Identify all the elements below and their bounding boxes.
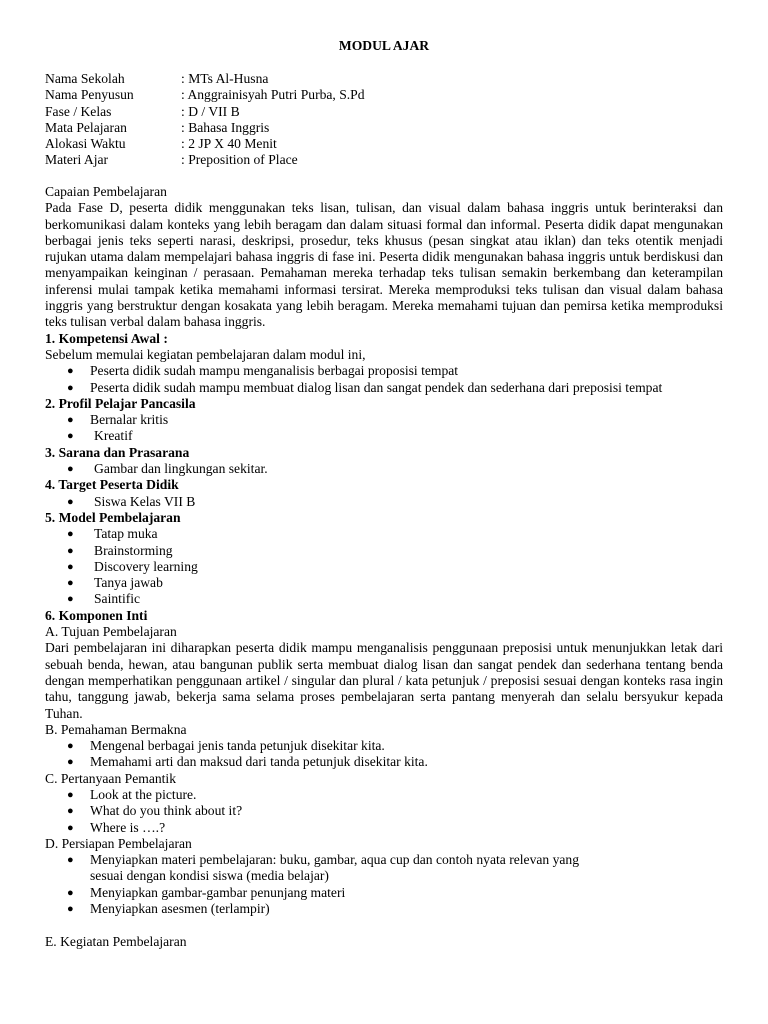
list-item-text: Peserta didik sudah mampu menganalisis berbagai proposisi tempat: [90, 363, 459, 379]
identity-value: : Bahasa Inggris: [181, 120, 269, 136]
list-item: [45, 494, 723, 510]
list-item: [45, 526, 723, 542]
list-item: [45, 901, 723, 917]
identity-label: Alokasi Waktu: [45, 136, 126, 152]
komponen-heading: 6. Komponen Inti: [45, 607, 148, 623]
list-item: [45, 428, 723, 444]
list-item: [45, 575, 723, 591]
bullet-icon: ●: [67, 365, 74, 378]
list-item-text: Menyiapkan materi pembelajaran: buku, gambar, aqua cup dan contoh nyata relevan yang: [90, 852, 580, 868]
list-item-text: Peserta didik sudah mampu membuat dialog lisan dan sangat pendek dan sederhana dari preposisi tempat: [90, 379, 663, 395]
bullet-icon: ●: [67, 430, 74, 443]
profil-list: [45, 412, 723, 445]
bullet-icon: ●: [67, 593, 74, 606]
list-item: [45, 412, 723, 428]
identity-row: [45, 71, 365, 87]
identity-row: [45, 87, 365, 103]
bullet-icon: ●: [67, 886, 74, 899]
list-item: [45, 787, 723, 803]
list-item-text: Discovery learning: [94, 558, 198, 574]
identity-label: Fase / Kelas: [45, 103, 112, 119]
list-item: [45, 852, 723, 885]
identity-label: Materi Ajar: [45, 152, 109, 168]
bullet-icon: ●: [67, 788, 74, 801]
bullet-icon: ●: [67, 495, 74, 508]
kompetensi-intro: Sebelum memulai kegiatan pembelajaran dalam modul ini,: [45, 346, 366, 362]
bullet-icon: ●: [67, 821, 74, 834]
list-item-text: Gambar dan lingkungan sekitar.: [94, 461, 268, 477]
document-title: MODUL AJAR: [338, 38, 430, 53]
identity-value: : D / VII B: [181, 104, 240, 120]
list-item-text: Kreatif: [94, 428, 133, 444]
bullet-icon: ●: [67, 560, 74, 573]
model-heading: 5. Model Pembelajaran: [45, 509, 181, 525]
identity-row: [45, 120, 365, 136]
pertanyaan-heading: C. Pertanyaan Pemantik: [45, 770, 176, 786]
target-list: [45, 494, 723, 510]
persiapan-list: [45, 852, 723, 917]
list-item-text: Siswa Kelas VII B: [94, 493, 196, 509]
identity-value: : MTs Al-Husna: [181, 71, 268, 87]
pertanyaan-list: [45, 787, 723, 836]
bullet-icon: ●: [67, 544, 74, 557]
list-item-text: Menyiapkan gambar-gambar penunjang materi: [90, 884, 346, 900]
list-item: [45, 543, 723, 559]
list-item: [45, 885, 723, 901]
identity-value: : Preposition of Place: [181, 152, 298, 168]
identity-row: [45, 152, 365, 168]
list-item-text: What do you think about it?: [90, 803, 243, 819]
identity-label: Nama Sekolah: [45, 71, 125, 86]
document-body: [45, 184, 723, 950]
list-item-text: Brainstorming: [94, 542, 173, 558]
bullet-icon: ●: [67, 740, 74, 753]
pemahaman-list: [45, 738, 723, 771]
identity-value: : 2 JP X 40 Menit: [181, 136, 277, 152]
list-item: [45, 591, 723, 607]
list-item: [45, 738, 723, 754]
list-item: [45, 363, 723, 379]
list-item-text: Saintific: [94, 591, 141, 607]
list-item-text: Mengenal berbagai jenis tanda petunjuk disekitar kita.: [90, 738, 385, 754]
bullet-icon: ●: [67, 756, 74, 769]
kegiatan-heading: E. Kegiatan Pembelajaran: [45, 933, 187, 949]
bullet-icon: ●: [67, 854, 74, 867]
bullet-icon: ●: [67, 381, 74, 394]
list-item: [45, 380, 723, 396]
capaian-text: Pada Fase D, peserta didik menggunakan teks lisan, tulisan, dan visual dalam bahasa inggris untuk berinteraksi dan berkomunikasi dalam konteks yang lebih beragam dan dalam situasi formal dan informal. Peserta didik dapat mengunakan berbagai jenis teks seperti narasi, deskripsi, prosedur, teks khusus (pesan singkat atau iklan) dan teks otentik menjadi rujukan utama dalam mempelajari bahasa inggris di fase ini. Peserta didik mengunakan bahasa inggris untuk berdiskusi dan menyampaikan keinginan / perasaan. Pemahaman mereka terhadap teks tulisan semakin berkembang dan keterampilan inferensi mulai tampak ketika memahami informasi tersirat. Mereka memproduksi teks tulisan dan visual dalam bahasa inggris yang berstruktur dengan kosakata yang lebih beragam. Mereka memahami tujuan dan pemirsa ketika memproduksi teks tulisan verbal dalam bahasa inggris.: [45, 200, 723, 330]
kompetensi-list: [45, 363, 723, 396]
list-item-text: Bernalar kritis: [90, 412, 169, 428]
identity-row: [45, 136, 365, 152]
list-item: [45, 461, 723, 477]
sarana-heading: 3. Sarana dan Prasarana: [45, 444, 190, 460]
list-item-text: Where is ….?: [90, 819, 166, 835]
profil-heading: 2. Profil Pelajar Pancasila: [45, 395, 196, 411]
model-list: [45, 526, 723, 607]
target-heading: 4. Target Peserta Didik: [45, 477, 179, 493]
bullet-icon: ●: [67, 903, 74, 916]
blank-line: [45, 917, 723, 933]
tujuan-heading: A. Tujuan Pembelajaran: [45, 624, 177, 640]
list-item: [45, 559, 723, 575]
list-item-text: Tatap muka: [94, 526, 158, 542]
identity-label: Mata Pelajaran: [45, 119, 127, 135]
bullet-icon: ●: [67, 414, 74, 427]
identity-label: Nama Penyusun: [45, 87, 134, 103]
kompetensi-heading: 1. Kompetensi Awal :: [45, 330, 168, 346]
bullet-icon: ●: [67, 528, 74, 541]
list-item-text: Menyiapkan asesmen (terlampir): [90, 901, 270, 917]
list-item: [45, 803, 723, 819]
list-item-text: Look at the picture.: [90, 786, 197, 802]
sarana-list: [45, 461, 723, 477]
list-item-text-continued: sesuai dengan kondisi siswa (media belajar): [90, 868, 329, 884]
pemahaman-heading: B. Pemahaman Bermakna: [45, 721, 187, 737]
bullet-icon: ●: [67, 577, 74, 590]
list-item-text: Memahami arti dan maksud dari tanda petunjuk disekitar kita.: [90, 754, 428, 770]
identity-row: [45, 104, 365, 120]
list-item: [45, 754, 723, 770]
tujuan-text: Dari pembelajaran ini diharapkan peserta didik mampu menganalisis penggunaan preposisi untuk menunjukkan letak dari sebuah benda, hewan, atau bangunan publik serta membuat dialog lisan dan sangat pendek dan sederhana tentang benda dengan memperhatikan penggunaan artikel / singular dan plural / kata petunjuk / preposisi sesuai dengan konteks rasa ingin tahu, tanggung jawab, bekerja sama selama proses pembelajaran serta pantang menyerah dan selalu bersyukur kepada Tuhan.: [45, 640, 723, 721]
bullet-icon: ●: [67, 463, 74, 476]
persiapan-heading: D. Persiapan Pembelajaran: [45, 835, 192, 851]
identity-table: [45, 71, 365, 169]
bullet-icon: ●: [67, 805, 74, 818]
list-item: [45, 820, 723, 836]
list-item-text: Tanya jawab: [94, 575, 163, 591]
identity-value: : Anggrainisyah Putri Purba, S.Pd: [181, 87, 365, 103]
capaian-heading: Capaian Pembelajaran: [45, 184, 167, 199]
